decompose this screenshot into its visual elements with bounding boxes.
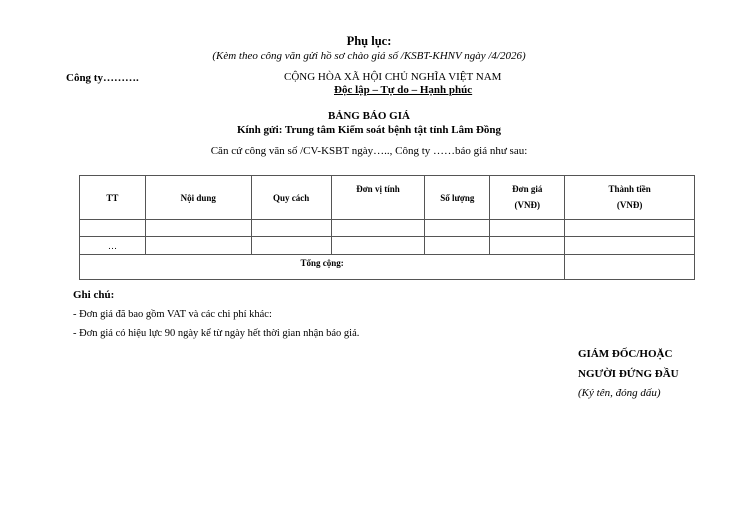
header-unit: Đơn vị tính — [331, 176, 425, 220]
appendix-title: Phụ lục: — [346, 34, 392, 48]
note-item: - Đơn giá có hiệu lực 90 ngày kể từ ngày hết thời gian nhận báo giá. — [73, 328, 360, 339]
table-cell — [490, 220, 565, 237]
header-tt: TT — [80, 176, 146, 220]
header-quantity: Số lượng — [425, 176, 490, 220]
table-cell — [565, 220, 695, 237]
total-label: Tổng cộng: — [80, 255, 565, 280]
table-cell — [251, 220, 331, 237]
table-cell — [145, 237, 251, 255]
header-total-currency: (VNĐ) — [616, 200, 643, 210]
appendix-subtitle: (Kèm theo công văn gửi hồ sơ chào giá số /KSBT-KHNV ngày /4/2026) — [212, 50, 526, 62]
table-cell: … — [80, 237, 146, 255]
document-title: BẢNG BÁO GIÁ — [328, 110, 410, 122]
header-spec: Quy cách — [251, 176, 331, 220]
table-total-row — [80, 255, 695, 280]
total-value — [565, 255, 695, 280]
header-unit-price — [490, 176, 565, 220]
table-cell — [331, 220, 425, 237]
notes-heading: Ghi chú: — [73, 289, 115, 301]
header-total-label: Thành tiền — [608, 184, 651, 194]
signer-title-2: NGƯỜI ĐỨNG ĐẦU — [578, 368, 679, 380]
signer-title: GIÁM ĐỐC/HOẶC — [578, 348, 673, 360]
motto-heading: Độc lập – Tự do – Hạnh phúc — [334, 84, 473, 96]
header-unit-price-label: Đơn giá — [512, 184, 543, 194]
header-unit-price-currency: (VNĐ) — [514, 200, 540, 210]
note-item: - Đơn giá đã bao gồm VAT và các chi phí khác: — [73, 309, 272, 320]
company-label: Công ty………. — [66, 72, 139, 84]
table-row — [80, 220, 695, 237]
header-total — [565, 176, 695, 220]
table-header-row — [80, 176, 695, 220]
republic-heading: CỘNG HÒA XÃ HỘI CHỦ NGHĨA VIỆT NAM — [284, 71, 502, 83]
table-cell — [425, 220, 490, 237]
table-cell — [425, 237, 490, 255]
table-cell — [80, 220, 146, 237]
table-cell — [565, 237, 695, 255]
recipient-line: Kính gửi: Trung tâm Kiểm soát bệnh tật tỉnh Lâm Đồng — [236, 124, 502, 136]
signature-note: (Ký tên, đóng dấu) — [578, 387, 661, 399]
basis-line: Căn cứ công văn số /CV-KSBT ngày….., Công ty ……báo giá như sau: — [210, 145, 528, 157]
table-cell — [490, 237, 565, 255]
table-cell — [331, 237, 425, 255]
table-cell — [145, 220, 251, 237]
table-cell — [251, 237, 331, 255]
table-row — [80, 237, 695, 255]
header-content: Nội dung — [145, 176, 251, 220]
quote-table — [79, 175, 695, 280]
